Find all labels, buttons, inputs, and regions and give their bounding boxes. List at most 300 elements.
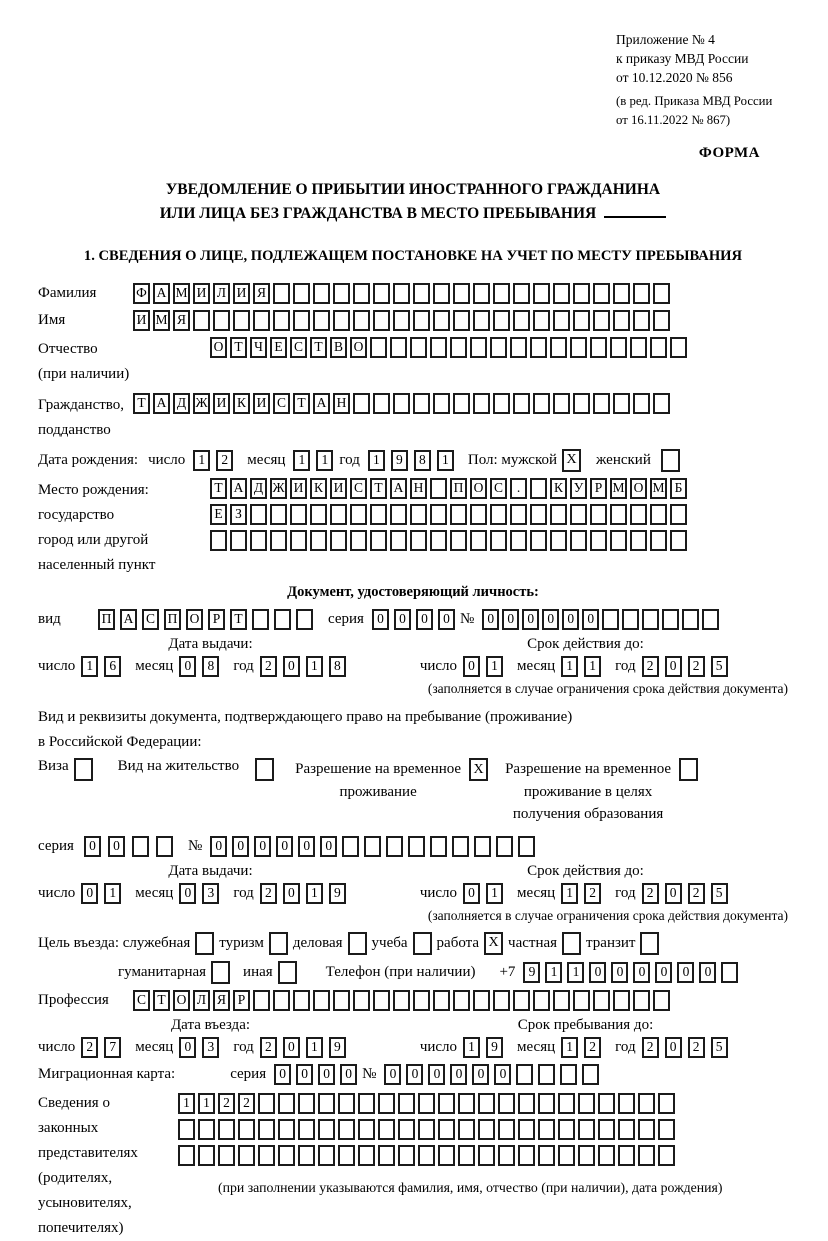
- form-cell[interactable]: [298, 1093, 315, 1114]
- form-cell[interactable]: К: [233, 393, 250, 414]
- form-cell[interactable]: [518, 1093, 535, 1114]
- form-cell[interactable]: А: [390, 478, 407, 499]
- form-cell[interactable]: [602, 609, 619, 630]
- form-cell[interactable]: [132, 836, 149, 857]
- form-cell[interactable]: .: [510, 478, 527, 499]
- form-cell[interactable]: [670, 337, 687, 358]
- form-cell[interactable]: 0: [274, 1064, 291, 1085]
- form-cell[interactable]: [353, 283, 370, 304]
- form-cell[interactable]: [493, 990, 510, 1011]
- form-cell[interactable]: Т: [230, 337, 247, 358]
- form-cell[interactable]: 0: [372, 609, 389, 630]
- form-cell[interactable]: 2: [688, 1037, 705, 1058]
- form-cell[interactable]: [273, 310, 290, 331]
- form-cell[interactable]: 0: [406, 1064, 423, 1085]
- form-cell[interactable]: С: [273, 393, 290, 414]
- form-cell[interactable]: 0: [494, 1064, 511, 1085]
- form-cell[interactable]: [210, 530, 227, 551]
- form-cell[interactable]: [653, 310, 670, 331]
- edu-permit-checkbox[interactable]: [679, 758, 698, 781]
- form-cell[interactable]: 0: [394, 609, 411, 630]
- form-cell[interactable]: [293, 283, 310, 304]
- form-cell[interactable]: 2: [216, 450, 233, 471]
- form-cell[interactable]: [510, 504, 527, 525]
- form-cell[interactable]: 9: [329, 1037, 346, 1058]
- form-cell[interactable]: [473, 310, 490, 331]
- form-cell[interactable]: 0: [298, 836, 315, 857]
- form-cell[interactable]: И: [290, 478, 307, 499]
- form-cell[interactable]: Т: [133, 393, 150, 414]
- form-cell[interactable]: [513, 310, 530, 331]
- form-cell[interactable]: [613, 283, 630, 304]
- form-cell[interactable]: 0: [611, 962, 628, 983]
- form-cell[interactable]: 1: [104, 883, 121, 904]
- form-cell[interactable]: У: [570, 478, 587, 499]
- form-cell[interactable]: 1: [561, 1037, 578, 1058]
- form-cell[interactable]: [613, 310, 630, 331]
- form-cell[interactable]: 0: [318, 1064, 335, 1085]
- form-cell[interactable]: 0: [562, 609, 579, 630]
- form-cell[interactable]: [598, 1145, 615, 1166]
- form-cell[interactable]: 9: [391, 450, 408, 471]
- form-cell[interactable]: 0: [179, 1037, 196, 1058]
- form-cell[interactable]: [573, 283, 590, 304]
- form-cell[interactable]: 0: [179, 883, 196, 904]
- form-cell[interactable]: 1: [306, 883, 323, 904]
- form-cell[interactable]: [418, 1093, 435, 1114]
- form-cell[interactable]: [638, 1145, 655, 1166]
- form-cell[interactable]: [438, 1145, 455, 1166]
- form-cell[interactable]: 0: [450, 1064, 467, 1085]
- form-cell[interactable]: [433, 283, 450, 304]
- form-cell[interactable]: 9: [486, 1037, 503, 1058]
- form-cell[interactable]: [193, 310, 210, 331]
- form-cell[interactable]: [413, 283, 430, 304]
- form-cell[interactable]: [370, 504, 387, 525]
- purpose-business-checkbox[interactable]: [348, 932, 367, 955]
- form-cell[interactable]: [250, 504, 267, 525]
- form-cell[interactable]: 2: [584, 1037, 601, 1058]
- form-cell[interactable]: [313, 283, 330, 304]
- form-cell[interactable]: [393, 283, 410, 304]
- form-cell[interactable]: [350, 504, 367, 525]
- form-cell[interactable]: [518, 1145, 535, 1166]
- form-cell[interactable]: 1: [561, 883, 578, 904]
- form-cell[interactable]: 0: [84, 836, 101, 857]
- form-cell[interactable]: [570, 337, 587, 358]
- form-cell[interactable]: [298, 1119, 315, 1140]
- form-cell[interactable]: Т: [230, 609, 247, 630]
- form-cell[interactable]: [622, 609, 639, 630]
- form-cell[interactable]: 3: [202, 1037, 219, 1058]
- form-cell[interactable]: [438, 1119, 455, 1140]
- form-cell[interactable]: [598, 1093, 615, 1114]
- form-cell[interactable]: [662, 609, 679, 630]
- form-cell[interactable]: О: [350, 337, 367, 358]
- form-cell[interactable]: [638, 1119, 655, 1140]
- form-cell[interactable]: К: [550, 478, 567, 499]
- form-cell[interactable]: [330, 504, 347, 525]
- form-cell[interactable]: [630, 504, 647, 525]
- form-cell[interactable]: [553, 393, 570, 414]
- form-cell[interactable]: [538, 1093, 555, 1114]
- form-cell[interactable]: [453, 393, 470, 414]
- form-cell[interactable]: 8: [329, 656, 346, 677]
- form-cell[interactable]: И: [330, 478, 347, 499]
- form-cell[interactable]: [373, 283, 390, 304]
- form-cell[interactable]: [270, 504, 287, 525]
- form-cell[interactable]: [633, 990, 650, 1011]
- form-cell[interactable]: 3: [202, 883, 219, 904]
- form-cell[interactable]: 0: [296, 1064, 313, 1085]
- form-cell[interactable]: [498, 1119, 515, 1140]
- form-cell[interactable]: [364, 836, 381, 857]
- form-cell[interactable]: [578, 1093, 595, 1114]
- form-cell[interactable]: [430, 337, 447, 358]
- form-cell[interactable]: [373, 393, 390, 414]
- form-cell[interactable]: 1: [561, 656, 578, 677]
- form-cell[interactable]: [310, 530, 327, 551]
- form-cell[interactable]: [493, 310, 510, 331]
- form-cell[interactable]: 2: [642, 883, 659, 904]
- purpose-work-checkbox[interactable]: X: [484, 932, 503, 955]
- form-cell[interactable]: 0: [428, 1064, 445, 1085]
- form-cell[interactable]: О: [210, 337, 227, 358]
- form-cell[interactable]: [550, 504, 567, 525]
- form-cell[interactable]: [418, 1119, 435, 1140]
- form-cell[interactable]: И: [253, 393, 270, 414]
- form-cell[interactable]: [233, 310, 250, 331]
- form-cell[interactable]: [430, 504, 447, 525]
- form-cell[interactable]: [338, 1119, 355, 1140]
- form-cell[interactable]: [318, 1119, 335, 1140]
- form-cell[interactable]: [258, 1119, 275, 1140]
- form-cell[interactable]: 0: [589, 962, 606, 983]
- form-cell[interactable]: 0: [320, 836, 337, 857]
- form-cell[interactable]: 2: [642, 656, 659, 677]
- purpose-other-checkbox[interactable]: [278, 961, 297, 984]
- form-cell[interactable]: Я: [253, 283, 270, 304]
- form-cell[interactable]: [618, 1119, 635, 1140]
- form-cell[interactable]: [618, 1093, 635, 1114]
- form-cell[interactable]: Л: [213, 283, 230, 304]
- form-cell[interactable]: [393, 990, 410, 1011]
- form-cell[interactable]: [293, 990, 310, 1011]
- form-cell[interactable]: [658, 1093, 675, 1114]
- form-cell[interactable]: [408, 836, 425, 857]
- form-cell[interactable]: 1: [198, 1093, 215, 1114]
- form-cell[interactable]: [493, 283, 510, 304]
- form-cell[interactable]: [290, 530, 307, 551]
- form-cell[interactable]: [370, 530, 387, 551]
- form-cell[interactable]: [590, 504, 607, 525]
- form-cell[interactable]: О: [173, 990, 190, 1011]
- form-cell[interactable]: [473, 393, 490, 414]
- form-cell[interactable]: [313, 990, 330, 1011]
- form-cell[interactable]: [518, 836, 535, 857]
- form-cell[interactable]: [538, 1064, 555, 1085]
- form-cell[interactable]: [470, 530, 487, 551]
- form-cell[interactable]: 2: [218, 1093, 235, 1114]
- form-cell[interactable]: С: [133, 990, 150, 1011]
- form-cell[interactable]: [318, 1145, 335, 1166]
- form-cell[interactable]: 0: [665, 883, 682, 904]
- form-cell[interactable]: К: [310, 478, 327, 499]
- form-cell[interactable]: [642, 609, 659, 630]
- purpose-tourism-checkbox[interactable]: [269, 932, 288, 955]
- form-cell[interactable]: [558, 1119, 575, 1140]
- form-cell[interactable]: [433, 990, 450, 1011]
- form-cell[interactable]: [458, 1119, 475, 1140]
- residence-permit-checkbox[interactable]: [255, 758, 274, 781]
- form-cell[interactable]: [370, 337, 387, 358]
- form-cell[interactable]: [533, 393, 550, 414]
- form-cell[interactable]: [274, 609, 291, 630]
- form-cell[interactable]: И: [133, 310, 150, 331]
- form-cell[interactable]: [513, 393, 530, 414]
- form-cell[interactable]: 0: [384, 1064, 401, 1085]
- form-cell[interactable]: [278, 1145, 295, 1166]
- form-cell[interactable]: [470, 337, 487, 358]
- form-cell[interactable]: [578, 1145, 595, 1166]
- form-cell[interactable]: [593, 990, 610, 1011]
- form-cell[interactable]: [490, 504, 507, 525]
- form-cell[interactable]: [593, 283, 610, 304]
- form-cell[interactable]: [178, 1145, 195, 1166]
- form-cell[interactable]: [293, 310, 310, 331]
- form-cell[interactable]: [498, 1145, 515, 1166]
- purpose-private-checkbox[interactable]: [562, 932, 581, 955]
- form-cell[interactable]: М: [173, 283, 190, 304]
- visa-checkbox[interactable]: [74, 758, 93, 781]
- form-cell[interactable]: [618, 1145, 635, 1166]
- form-cell[interactable]: [498, 1093, 515, 1114]
- form-cell[interactable]: 0: [582, 609, 599, 630]
- form-cell[interactable]: [670, 504, 687, 525]
- form-cell[interactable]: 8: [414, 450, 431, 471]
- form-cell[interactable]: [238, 1145, 255, 1166]
- form-cell[interactable]: [553, 283, 570, 304]
- form-cell[interactable]: [650, 337, 667, 358]
- form-cell[interactable]: [218, 1145, 235, 1166]
- form-cell[interactable]: 2: [81, 1037, 98, 1058]
- form-cell[interactable]: Я: [173, 310, 190, 331]
- form-cell[interactable]: 5: [711, 656, 728, 677]
- form-cell[interactable]: [533, 990, 550, 1011]
- form-cell[interactable]: [658, 1145, 675, 1166]
- form-cell[interactable]: [258, 1145, 275, 1166]
- form-cell[interactable]: [438, 1093, 455, 1114]
- form-cell[interactable]: [310, 504, 327, 525]
- female-checkbox[interactable]: [661, 449, 680, 472]
- form-cell[interactable]: 0: [472, 1064, 489, 1085]
- form-cell[interactable]: [553, 990, 570, 1011]
- form-cell[interactable]: Н: [333, 393, 350, 414]
- form-cell[interactable]: Я: [213, 990, 230, 1011]
- form-cell[interactable]: А: [120, 609, 137, 630]
- form-cell[interactable]: [410, 504, 427, 525]
- form-cell[interactable]: 6: [104, 656, 121, 677]
- form-cell[interactable]: 1: [306, 1037, 323, 1058]
- form-cell[interactable]: [530, 504, 547, 525]
- form-cell[interactable]: 1: [306, 656, 323, 677]
- form-cell[interactable]: [582, 1064, 599, 1085]
- form-cell[interactable]: 0: [340, 1064, 357, 1085]
- form-cell[interactable]: [453, 310, 470, 331]
- form-cell[interactable]: [630, 337, 647, 358]
- form-cell[interactable]: [290, 504, 307, 525]
- form-cell[interactable]: С: [142, 609, 159, 630]
- form-cell[interactable]: З: [230, 504, 247, 525]
- form-cell[interactable]: [430, 836, 447, 857]
- form-cell[interactable]: Ч: [250, 337, 267, 358]
- form-cell[interactable]: [330, 530, 347, 551]
- form-cell[interactable]: 1: [316, 450, 333, 471]
- form-cell[interactable]: Р: [233, 990, 250, 1011]
- form-cell[interactable]: [273, 283, 290, 304]
- form-cell[interactable]: [333, 283, 350, 304]
- male-checkbox[interactable]: X: [562, 449, 581, 472]
- form-cell[interactable]: [578, 1119, 595, 1140]
- purpose-transit-checkbox[interactable]: [640, 932, 659, 955]
- form-cell[interactable]: И: [193, 283, 210, 304]
- form-cell[interactable]: Б: [670, 478, 687, 499]
- purpose-study-checkbox[interactable]: [413, 932, 432, 955]
- form-cell[interactable]: [270, 530, 287, 551]
- form-cell[interactable]: [598, 1119, 615, 1140]
- form-cell[interactable]: [558, 1145, 575, 1166]
- form-cell[interactable]: А: [153, 283, 170, 304]
- form-cell[interactable]: 9: [523, 962, 540, 983]
- form-cell[interactable]: [230, 530, 247, 551]
- form-cell[interactable]: 2: [642, 1037, 659, 1058]
- form-cell[interactable]: [298, 1145, 315, 1166]
- form-cell[interactable]: [633, 393, 650, 414]
- form-cell[interactable]: [650, 504, 667, 525]
- form-cell[interactable]: [658, 1119, 675, 1140]
- form-cell[interactable]: [393, 310, 410, 331]
- form-cell[interactable]: М: [610, 478, 627, 499]
- form-cell[interactable]: [156, 836, 173, 857]
- form-cell[interactable]: С: [350, 478, 367, 499]
- form-cell[interactable]: [513, 990, 530, 1011]
- form-cell[interactable]: 0: [522, 609, 539, 630]
- form-cell[interactable]: [353, 990, 370, 1011]
- form-cell[interactable]: 0: [633, 962, 650, 983]
- form-cell[interactable]: [513, 283, 530, 304]
- form-cell[interactable]: О: [470, 478, 487, 499]
- form-cell[interactable]: 0: [502, 609, 519, 630]
- form-cell[interactable]: [550, 530, 567, 551]
- form-cell[interactable]: [258, 1093, 275, 1114]
- form-cell[interactable]: [573, 310, 590, 331]
- form-cell[interactable]: [358, 1145, 375, 1166]
- form-cell[interactable]: [213, 310, 230, 331]
- form-cell[interactable]: 0: [283, 1037, 300, 1058]
- form-cell[interactable]: 2: [688, 656, 705, 677]
- form-cell[interactable]: [470, 504, 487, 525]
- form-cell[interactable]: 1: [545, 962, 562, 983]
- form-cell[interactable]: [473, 990, 490, 1011]
- form-cell[interactable]: 1: [368, 450, 385, 471]
- form-cell[interactable]: [353, 310, 370, 331]
- form-cell[interactable]: М: [650, 478, 667, 499]
- form-cell[interactable]: [630, 530, 647, 551]
- form-cell[interactable]: [338, 1093, 355, 1114]
- form-cell[interactable]: [418, 1145, 435, 1166]
- form-cell[interactable]: [573, 990, 590, 1011]
- form-cell[interactable]: [613, 393, 630, 414]
- form-cell[interactable]: [198, 1145, 215, 1166]
- form-cell[interactable]: [378, 1145, 395, 1166]
- form-cell[interactable]: 2: [260, 883, 277, 904]
- form-cell[interactable]: [410, 530, 427, 551]
- form-cell[interactable]: И: [233, 283, 250, 304]
- form-cell[interactable]: Л: [193, 990, 210, 1011]
- form-cell[interactable]: [390, 504, 407, 525]
- form-cell[interactable]: 0: [655, 962, 672, 983]
- form-cell[interactable]: [450, 504, 467, 525]
- form-cell[interactable]: [450, 530, 467, 551]
- form-cell[interactable]: [516, 1064, 533, 1085]
- form-cell[interactable]: [633, 310, 650, 331]
- form-cell[interactable]: Е: [210, 504, 227, 525]
- form-cell[interactable]: 9: [329, 883, 346, 904]
- form-cell[interactable]: [378, 1119, 395, 1140]
- form-cell[interactable]: 5: [711, 883, 728, 904]
- form-cell[interactable]: [510, 337, 527, 358]
- form-cell[interactable]: [590, 530, 607, 551]
- form-cell[interactable]: [490, 337, 507, 358]
- form-cell[interactable]: [570, 504, 587, 525]
- form-cell[interactable]: [253, 310, 270, 331]
- form-cell[interactable]: 0: [232, 836, 249, 857]
- form-cell[interactable]: [510, 530, 527, 551]
- form-cell[interactable]: [530, 337, 547, 358]
- form-cell[interactable]: П: [98, 609, 115, 630]
- form-cell[interactable]: 1: [178, 1093, 195, 1114]
- form-cell[interactable]: 0: [416, 609, 433, 630]
- form-cell[interactable]: 1: [193, 450, 210, 471]
- form-cell[interactable]: 0: [254, 836, 271, 857]
- form-cell[interactable]: [530, 530, 547, 551]
- form-cell[interactable]: Д: [250, 478, 267, 499]
- form-cell[interactable]: [653, 283, 670, 304]
- form-cell[interactable]: [252, 609, 269, 630]
- form-cell[interactable]: 1: [486, 656, 503, 677]
- form-cell[interactable]: И: [213, 393, 230, 414]
- form-cell[interactable]: [518, 1119, 535, 1140]
- form-cell[interactable]: [478, 1145, 495, 1166]
- form-cell[interactable]: С: [490, 478, 507, 499]
- form-cell[interactable]: 0: [179, 656, 196, 677]
- form-cell[interactable]: 1: [584, 656, 601, 677]
- form-cell[interactable]: 0: [463, 883, 480, 904]
- form-cell[interactable]: [278, 1119, 295, 1140]
- form-cell[interactable]: А: [313, 393, 330, 414]
- form-cell[interactable]: 0: [699, 962, 716, 983]
- form-cell[interactable]: [558, 1093, 575, 1114]
- form-cell[interactable]: 0: [276, 836, 293, 857]
- form-cell[interactable]: 7: [104, 1037, 121, 1058]
- form-cell[interactable]: [430, 478, 447, 499]
- form-cell[interactable]: Ж: [270, 478, 287, 499]
- form-cell[interactable]: 2: [238, 1093, 255, 1114]
- form-cell[interactable]: Т: [310, 337, 327, 358]
- form-cell[interactable]: О: [630, 478, 647, 499]
- form-cell[interactable]: [610, 504, 627, 525]
- form-cell[interactable]: [670, 530, 687, 551]
